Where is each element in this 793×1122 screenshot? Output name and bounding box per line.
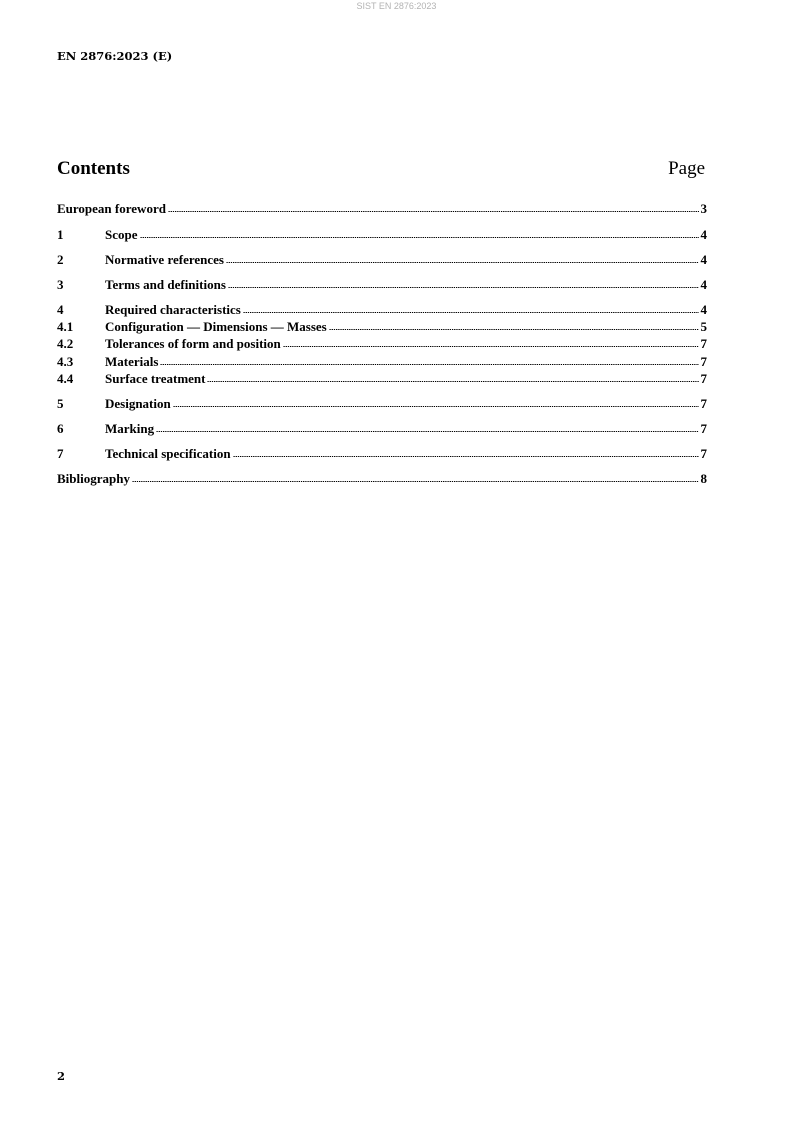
toc-entry-page: 7 [700,446,707,461]
toc-entry-page: 7 [700,371,707,386]
toc-entry-title: Required characteristics [105,302,241,317]
toc-entry-page: 7 [700,396,707,411]
toc-entry-title: Materials [105,354,159,369]
toc-entry-title: Tolerances of form and position [105,336,281,351]
toc-entry-title: Configuration — Dimensions — Masses [105,319,327,334]
toc-entry-required-characteristics[interactable] [57,303,707,317]
toc-entry-title: Technical specification [105,446,231,461]
toc-entry-page: 7 [700,421,707,436]
toc-leader-dots [329,328,699,331]
toc-entry-page: 7 [700,336,707,351]
toc-entry-number: 4 [57,302,64,317]
watermark: SIST EN 2876:2023 [356,1,437,11]
toc-entry-terms-and-definitions[interactable] [57,278,707,292]
toc-leader-dots [283,345,699,348]
toc-entry-technical-specification[interactable] [57,447,707,461]
toc-leader-dots [226,261,699,264]
toc-entry-title: Terms and definitions [105,277,226,292]
toc-entry-number: 1 [57,227,64,242]
toc-entry-configuration[interactable] [57,320,707,334]
toc-leader-dots [140,236,699,239]
toc-entry-page: 3 [700,201,707,216]
toc-leader-dots [160,363,698,366]
toc-entry-page: 4 [700,302,707,317]
toc-entry-number: 4.1 [57,319,74,334]
toc-entry-scope[interactable] [57,228,707,242]
toc-entry-number: 2 [57,252,64,267]
toc-entry-number: 5 [57,396,64,411]
toc-entry-european-foreword[interactable] [57,202,707,216]
toc-entry-page: 5 [700,319,707,334]
toc-leader-dots [243,311,699,314]
toc-entry-page: 4 [700,252,707,267]
toc-entry-normative-references[interactable] [57,253,707,267]
toc-entry-number: 6 [57,421,64,436]
toc-entry-page: 8 [700,471,707,486]
toc-entry-page: 4 [700,227,707,242]
toc-entry-page: 4 [700,277,707,292]
toc-leader-dots [233,455,699,458]
toc-entry-title: Scope [105,227,138,242]
toc-entry-marking[interactable] [57,422,707,436]
toc-entry-title: European foreword [57,201,166,216]
toc-entry-title: Surface treatment [105,371,206,386]
page-number: 2 [57,1069,66,1083]
toc-leader-dots [132,480,699,483]
contents-title: Contents [57,158,130,179]
toc-entry-title: Normative references [105,252,224,267]
toc-entry-number: 4.4 [57,371,74,386]
toc-entry-title: Bibliography [57,471,130,486]
toc-leader-dots [168,210,699,213]
toc-entry-materials[interactable] [57,355,707,369]
toc-entry-designation[interactable] [57,397,707,411]
toc-entry-number: 3 [57,277,64,292]
toc-entry-surface-treatment[interactable] [57,372,707,386]
toc-leader-dots [156,430,698,433]
toc-entry-bibliography[interactable] [57,472,707,486]
toc-entry-page: 7 [700,354,707,369]
toc-leader-dots [228,286,699,289]
toc-leader-dots [173,405,699,408]
toc-entry-title: Designation [105,396,171,411]
toc-entry-title: Marking [105,421,155,436]
toc-leader-dots [207,380,698,383]
toc-entry-tolerances[interactable] [57,337,707,351]
page-column-heading: Page [668,158,705,179]
document-identifier: EN 2876:2023 (E) [57,49,173,63]
toc-entry-number: 4.2 [57,336,74,351]
toc-entry-number: 7 [57,446,64,461]
toc-entry-number: 4.3 [57,354,74,369]
